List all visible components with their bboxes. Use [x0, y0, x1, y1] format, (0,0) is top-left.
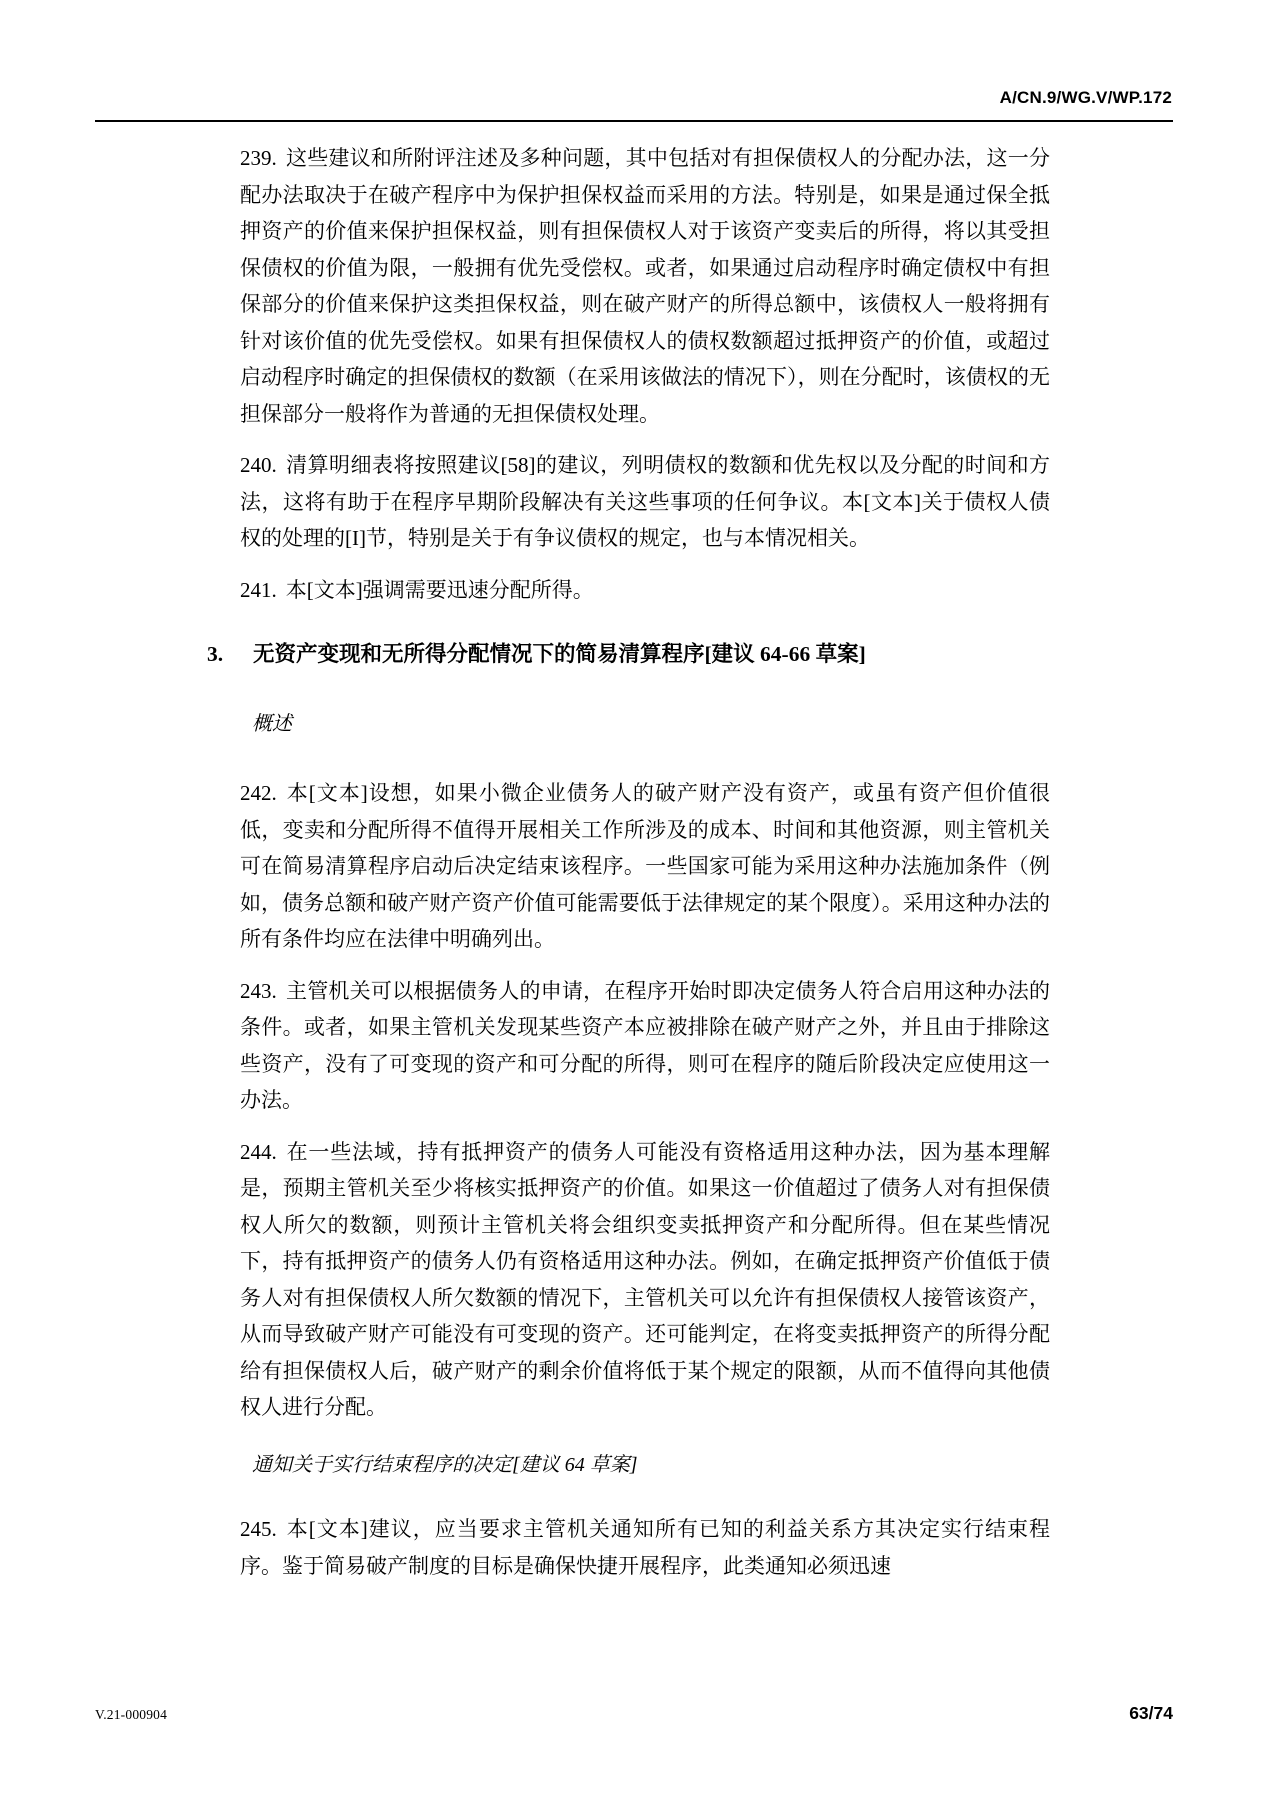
section-title: 无资产变现和无所得分配情况下的简易清算程序[建议 64-66 草案] [253, 642, 866, 666]
paragraph-243 [240, 973, 1050, 1119]
paragraph-text: 在一些法域，持有抵押资产的债务人可能没有资格适用这种办法，因为基本理解是，预期主管机关至少将核实抵押资产的价值。如果这一价值超过了债务人对有担保债权人所欠的数额，则预计主管机关将会组织变卖抵押资产和分配所得。但在某些情况下，持有抵押资产的债务人仍有资格适用这种办法。例如，在确定抵押资产价值低于债务人对有担保债权人所欠数额的情况下，主管机关可以允许有担保债权人接管该资产，从而导致破产财产可能没有可变现的资产。还可能判定，在将变卖抵押资产的所得分配给有担保债权人后，破产财产的剩余价值将低于某个规定的限额，从而不值得向其他债权人进行分配。 [240, 1139, 1050, 1419]
footer-page-number: 63/74 [1129, 1703, 1173, 1723]
paragraph-244 [240, 1134, 1050, 1426]
paragraph-number: 244. [240, 1139, 277, 1164]
page-footer [95, 1703, 1173, 1724]
paragraph-number: 241. [240, 577, 277, 602]
paragraph-text: 本[文本]设想，如果小微企业债务人的破产财产没有资产，或虽有资产但价值很低，变卖和分配所得不值得开展相关工作所涉及的成本、时间和其他资源，则主管机关可在简易清算程序启动后决定结束该程序。一些国家可能为采用这种办法施加条件（例如，债务总额和破产财产资产价值可能需要低于法律规定的某个限度）。采用这种办法的所有条件均应在法律中明确列出。 [240, 781, 1050, 951]
paragraph-text: 本[文本]建议，应当要求主管机关通知所有已知的利益关系方其决定实行结束程序。鉴于简易破产制度的目标是确保快捷开展程序，此类通知必须迅速 [240, 1517, 1050, 1578]
paragraph-number: 243. [240, 978, 277, 1003]
paragraph-text: 清算明细表将按照建议[58]的建议，列明债权的数额和优先权以及分配的时间和方法，这将有助于在程序早期阶段解决有关这些事项的任何争议。本[文本]关于债权人债权的处理的[I]节，特别是关于有争议债权的规定，也与本情况相关。 [240, 453, 1050, 550]
footer-doc-number: V.21-000904 [95, 1707, 168, 1722]
paragraph-text: 这些建议和所附评注述及多种问题，其中包括对有担保债权人的分配办法，这一分配办法取决于在破产程序中为保护担保权益而采用的方法。特别是，如果是通过保全抵押资产的价值来保护担保权益，则有担保债权人对于该资产变卖后的所得，将以其受担保债权的价值为限，一般拥有优先受偿权。或者，如果通过启动程序时确定债权中有担保部分的价值来保护这类担保权益，则在破产财产的所得总额中，该债权人一般将拥有针对该价值的优先受偿权。如果有担保债权人的债权数额超过抵押资产的价值，或超过启动程序时确定的担保债权的数额（在采用该做法的情况下），则在分配时，该债权的无担保部分一般将作为普通的无担保债权处理。 [240, 146, 1050, 426]
paragraph-number: 245. [240, 1517, 277, 1541]
subheading-overview: 概述 [252, 712, 292, 735]
document-body [207, 140, 1050, 1599]
paragraph-number: 240. [240, 453, 277, 477]
paragraph-text: 主管机关可以根据债务人的申请，在程序开始时即决定债务人符合启用这种办法的条件。或者，如果主管机关发现某些资产本应被排除在破产财产之外，并且由于排除这些资产，没有了可变现的资产和可分配的所得，则可在程序的随后阶段决定应使用这一办法。 [240, 978, 1050, 1112]
header-doc-symbol: A/CN.9/WG.V/WP.172 [999, 88, 1172, 107]
paragraph-241 [240, 572, 1050, 609]
paragraph-number: 242. [240, 781, 277, 805]
paragraph-245 [240, 1511, 1050, 1584]
paragraph-240 [240, 447, 1050, 557]
paragraph-239 [240, 140, 1050, 432]
paragraph-text: 本[文本]强调需要迅速分配所得。 [285, 577, 594, 602]
paragraph-242 [240, 775, 1050, 958]
paragraph-number: 239. [240, 146, 277, 170]
subheading-notice-decision: 通知关于实行结束程序的决定[建议 64 草案] [252, 1453, 638, 1476]
header-rule [95, 120, 1173, 122]
section-number: 3. [207, 642, 224, 666]
section-heading-3 [207, 636, 1050, 673]
